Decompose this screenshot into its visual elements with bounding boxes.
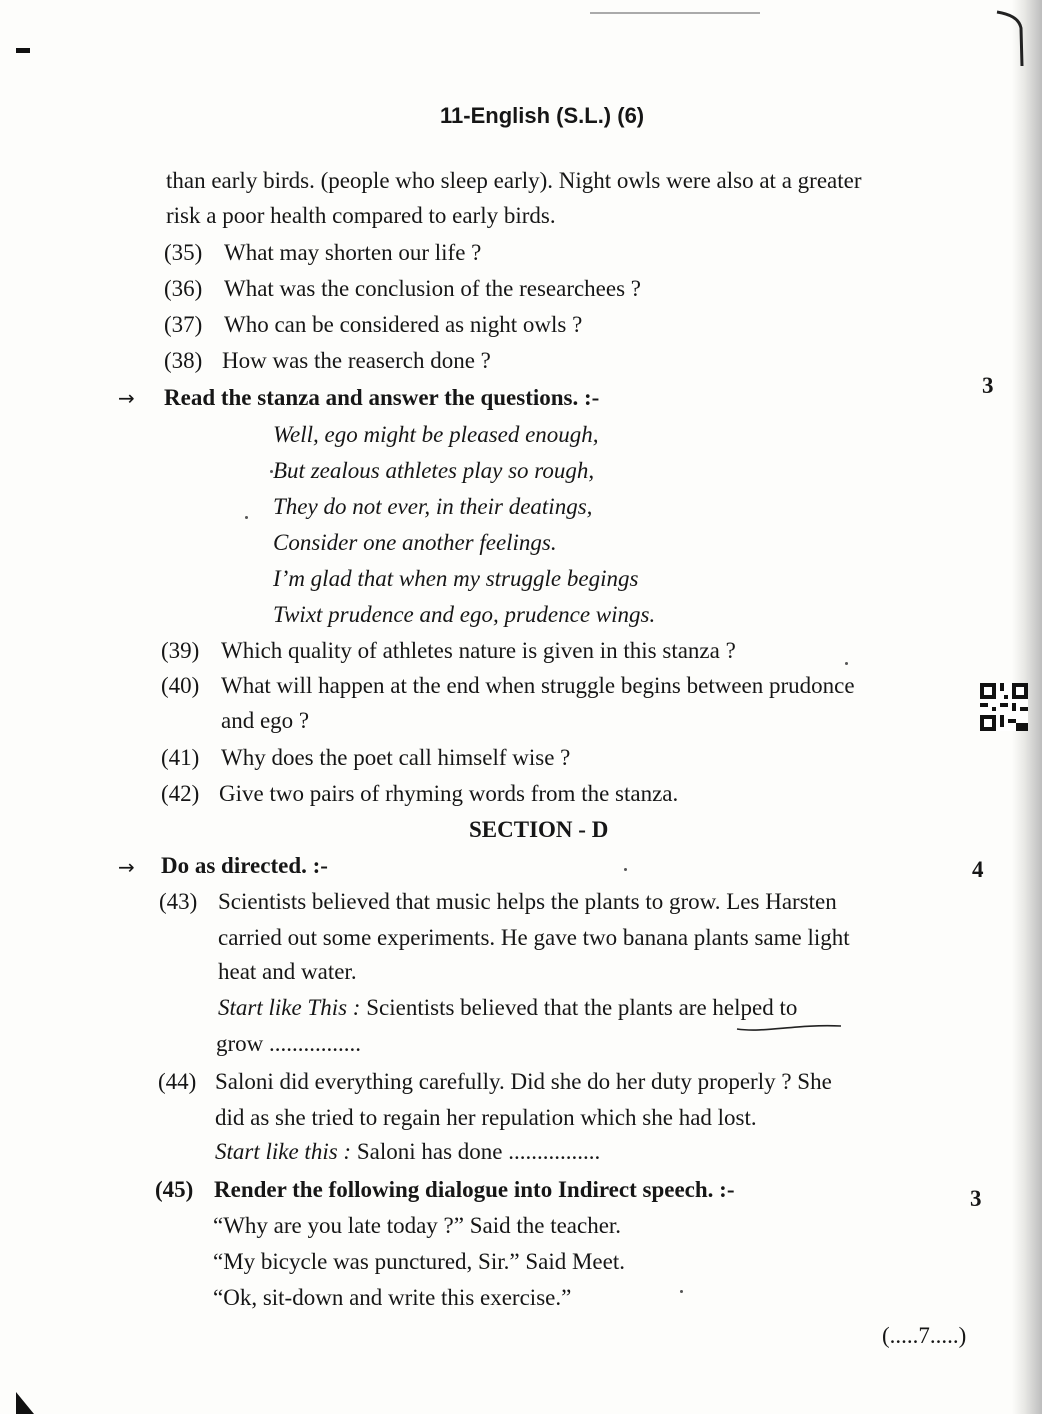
scan-line	[590, 12, 760, 14]
question-number: (39)	[161, 638, 200, 663]
arrow-right-icon: →	[118, 386, 135, 410]
scan-speck	[624, 868, 627, 871]
question-instruction: Render the following dialogue into Indirect speech. :-	[214, 1177, 735, 1202]
question-text: carried out some experiments. He gave two banana plants same light	[218, 925, 850, 950]
question-number: (35)	[164, 240, 203, 265]
question-text: Which quality of athletes nature is given in this stanza ?	[221, 638, 736, 663]
qr-code-icon	[980, 683, 1028, 731]
question-text: did as she tried to regain her repulation which she had lost.	[215, 1105, 757, 1130]
start-like-text: Scientists believed that the plants are helped to	[366, 995, 798, 1020]
question-text: Who can be considered as night owls ?	[224, 312, 583, 337]
question-number: (38)	[164, 348, 203, 373]
question-text: What will happen at the end when struggle begins between prudonce	[221, 673, 855, 698]
arrow-right-icon: →	[118, 855, 135, 879]
question-number: (44)	[158, 1069, 197, 1094]
scan-corner-mark	[14, 1392, 36, 1414]
stanza-line: Consider one another feelings.	[273, 530, 557, 555]
start-like-line	[215, 1137, 600, 1167]
question-text: What may shorten our life ?	[224, 240, 482, 265]
question-number: (36)	[164, 276, 203, 301]
stanza-line: I’m glad that when my struggle begings	[273, 566, 639, 591]
question-text: What was the conclusion of the researchees ?	[224, 276, 642, 301]
handwritten-underline	[735, 1020, 845, 1036]
question-text: heat and water.	[218, 959, 357, 984]
stanza-line: Well, ego might be pleased enough,	[273, 422, 599, 447]
scan-speck	[245, 516, 248, 519]
question-number: (37)	[164, 312, 203, 337]
start-like-label: Start like This :	[218, 995, 361, 1020]
section-instruction: Do as directed. :-	[161, 853, 328, 878]
dialogue-line: “Why are you late today ?” Said the teacher.	[213, 1213, 622, 1238]
start-like-text: Saloni has done ................	[356, 1139, 601, 1164]
question-text: Saloni did everything carefully. Did she do her duty properly ? She	[215, 1069, 832, 1094]
question-text: Why does the poet call himself wise ?	[221, 745, 571, 770]
stanza-line: They do not ever, in their deatings,	[273, 494, 593, 519]
marks-label: 3	[982, 373, 994, 398]
stanza-line: But zealous athletes play so rough,	[273, 458, 595, 483]
question-number: (42)	[161, 781, 200, 806]
scan-speck	[680, 1290, 683, 1293]
scan-mark	[16, 48, 30, 53]
marks-label: 3	[970, 1186, 982, 1211]
start-like-label: Start like this :	[215, 1139, 352, 1164]
question-text: Scientists believed that music helps the plants to grow. Les Harsten	[218, 889, 837, 914]
page-continue-marker: (.....7.....)	[882, 1323, 967, 1348]
question-number: (41)	[161, 745, 200, 770]
question-number: (45)	[155, 1177, 194, 1202]
stanza-line: Twixt prudence and ego, prudence wings.	[273, 602, 656, 627]
dialogue-line: “Ok, sit-down and write this exercise.”	[213, 1285, 572, 1310]
question-text: Give two pairs of rhyming words from the stanza.	[219, 781, 679, 806]
start-like-cont: grow ................	[216, 1031, 362, 1056]
passage-line: than early birds. (people who sleep early). Night owls were also at a greater	[166, 168, 862, 193]
start-like-line	[218, 993, 797, 1023]
dialogue-line: “My bicycle was punctured, Sir.” Said Meet.	[213, 1249, 625, 1274]
question-number: (40)	[161, 673, 200, 698]
section-title: SECTION - D	[469, 817, 609, 842]
question-number: (43)	[159, 889, 198, 914]
page-title: 11-English (S.L.) (6)	[440, 103, 645, 128]
scan-speck	[845, 662, 848, 665]
scan-bracket	[995, 8, 1030, 68]
marks-label: 4	[972, 857, 984, 882]
question-text: How was the reaserch done ?	[222, 348, 491, 373]
stanza-instruction: Read the stanza and answer the questions. :-	[164, 385, 600, 410]
scan-speck	[270, 470, 273, 473]
question-text-cont: and ego ?	[221, 708, 310, 733]
passage-line: risk a poor health compared to early birds.	[166, 203, 556, 228]
